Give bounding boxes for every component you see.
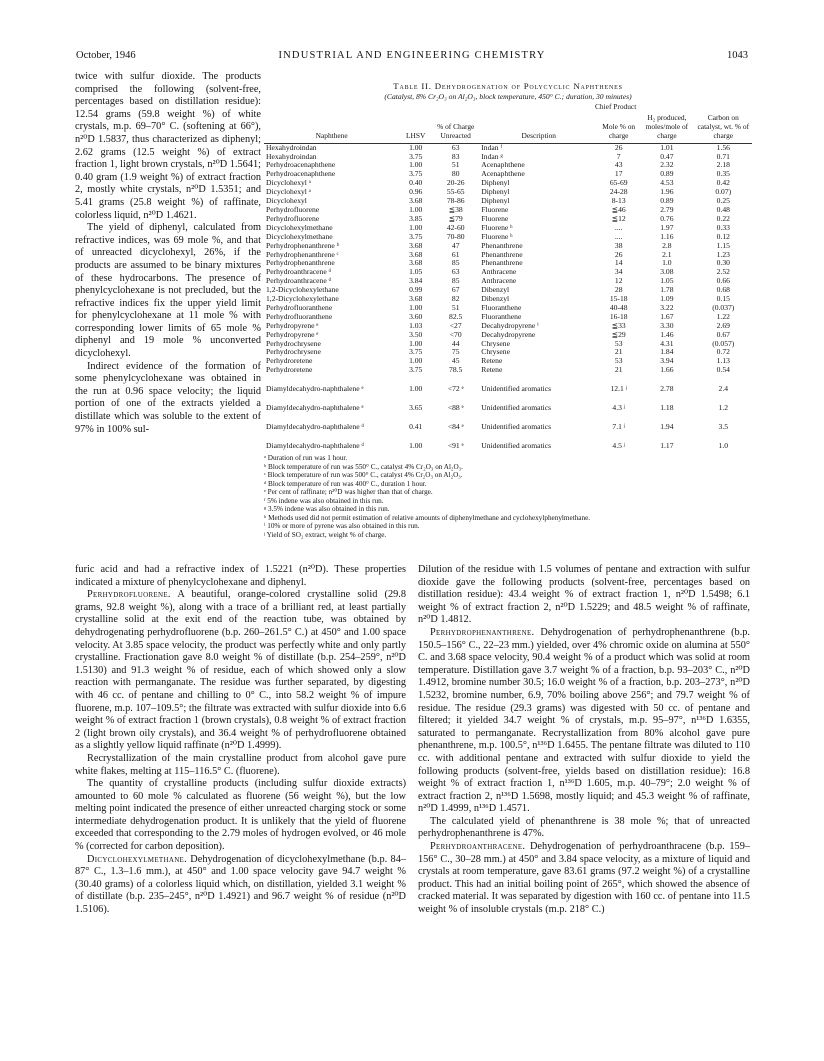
table-cell: 0.89 (660, 196, 674, 206)
table-row (264, 432, 752, 451)
table-cell: Perhydrophenanthrene (266, 258, 335, 268)
table-cell: 26 (614, 142, 623, 152)
paragraph (75, 778, 406, 854)
paragraph-text: The calculated yield of phenanthrene is 38 mole %; that of unreacted perhydrophenanthrene is 47%. (418, 815, 750, 840)
table-cell: Perhydroacenaphthene (266, 160, 336, 170)
table-cell: 3.75 (409, 347, 423, 357)
paragraph (75, 854, 406, 917)
table-cell: 53 (614, 338, 623, 348)
column-header: Description (479, 114, 598, 143)
table-cell: 3.30 (660, 320, 674, 330)
paragraph (418, 627, 750, 816)
table-cell: 0.67 (716, 329, 730, 339)
table-cell: 1.46 (660, 329, 674, 339)
table-cell: 1.84 (660, 347, 674, 357)
table-row (264, 394, 752, 413)
table-cell: 1.03 (409, 320, 423, 330)
table-cell: 3.75 (409, 151, 423, 161)
table-cell: (0.037) (712, 302, 735, 312)
table-cell: 1.00 (409, 338, 423, 348)
table-cell: 14 (614, 258, 623, 268)
table-cell: Dicyclohexyl (266, 196, 307, 206)
chief-product-header: Chief Product (595, 102, 637, 111)
table-subtitle: (Catalyst, 8% Cr₂O₃ on Al₂O₃, block temperature, 450° C.; duration, 30 minutes) (384, 92, 632, 101)
table-cell: 0.96 (409, 187, 423, 197)
footnote: ᶜ Block temperature of run was 500° C., catalyst 4% Cr₂O₃ on Al₂O₃. (264, 471, 463, 480)
table-cell: (0.057) (712, 338, 735, 348)
table-cell: 0.12 (716, 231, 730, 241)
table-cell: Phenanthrene (481, 240, 523, 250)
table-row (264, 413, 752, 432)
table-cell: Perhydroanthracene ᵈ (266, 267, 331, 277)
footnote: ᵍ 3.5% indene was also obtained in this run. (264, 505, 390, 514)
table-cell: Dicyclohexylmethane (266, 222, 333, 232)
column-header: % of Charge Unreacted (432, 114, 479, 143)
table-cell: 0.15 (716, 294, 730, 304)
table-cell: 38 (614, 240, 623, 250)
table-cell: ≦33 (611, 320, 626, 330)
table-cell: ≦46 (611, 204, 626, 214)
table-cell: 28 (614, 285, 623, 295)
table-cell: 0.25 (716, 196, 730, 206)
data-table (264, 103, 752, 451)
paragraph: Indirect evidence of the formation of some phenylcyclohexane was obtained in the run at 0.96 space velocity; the liquid portion of one of the extracts yielded a distillate which was soluble to the extent of 97% in 100% sul- (75, 360, 261, 435)
table-cell: 0.42 (716, 178, 730, 188)
table-cell: 1.13 (716, 356, 730, 366)
table-cell: Fluorene (481, 213, 509, 223)
table-cell: 17 (614, 169, 623, 179)
page-number: 1043 (727, 50, 748, 61)
table-cell: Decahydropyrene (481, 329, 536, 339)
table-cell: Retene (481, 365, 503, 375)
table-cell: 3.60 (409, 311, 423, 321)
table-cell: Acenaphthene (481, 160, 525, 170)
table-cell: Diamyldecahydro-naphthalene ᵉ (266, 403, 364, 413)
table-cell: Perhydrochrysene (266, 338, 321, 348)
table-cell: 1.16 (660, 231, 674, 241)
table-cell: Indan ᵍ (481, 151, 503, 161)
table-cell: 78.5 (449, 365, 463, 375)
section-heading: Perhydrophenanthrene. (430, 626, 535, 638)
section-heading: Perhydroanthracene. (430, 841, 526, 853)
table-cell: 3.68 (409, 240, 423, 250)
table-cell: 2.1 (662, 249, 672, 259)
table-cell: 0.41 (409, 422, 423, 432)
table-cell: 3.85 (409, 213, 423, 223)
section-heading: Perhydrofluorene. (87, 589, 171, 601)
table-cell: Perhydrophenanthrene ᵇ (266, 240, 339, 250)
footnote: ᵃ Duration of run was 1 hour. (264, 454, 348, 463)
table-cell: 3.68 (409, 249, 423, 259)
table-cell: Perhydroanthracene ᵈ (266, 276, 331, 286)
table-cell: 47 (451, 240, 460, 250)
table-cell: 21 (614, 365, 623, 375)
table-row (264, 357, 752, 366)
table-cell: <88 ᵉ (447, 403, 464, 413)
table-cell: 4.3 ʲ (612, 403, 625, 413)
paragraph-text: The quantity of crystalline products (including sulfur dioxide extracts) amounted to 60 mole % calculated as fluorene (56 weight %), but the low melting point indicated the presence of either unreacted charging stock or some intermediate dehydrogenation product. It is unlikely that the yield of fluorene exceeded that corresponding to the 2.79 moles of hydrogen evolved, or 46 mole % (corrected for carbon deposition). (75, 778, 406, 853)
table-cell: ≦38 (448, 204, 463, 214)
table-cell: 1.01 (660, 142, 674, 152)
table-cell: 63 (451, 142, 460, 152)
table-cell: Perhydroretene (266, 365, 313, 375)
paragraph (75, 753, 406, 778)
table-cell: 0.54 (716, 365, 730, 375)
table-cell: 3.75 (409, 169, 423, 179)
table-cell: 1.05 (660, 276, 674, 286)
table-cell: 85 (451, 258, 460, 268)
table-cell: 2.4 (718, 384, 729, 394)
table-cell: 53 (614, 356, 623, 366)
table-cell: 40-48 (609, 302, 628, 312)
table-cell: 2.78 (660, 384, 674, 394)
table-cell: 63 (451, 267, 460, 277)
paragraph: The yield of diphenyl, calculated from refractive indices, was 69 mole %, and that of unreacted dicyclohexyl, 26%, if the products are assumed to be binary mixtures of these hydrocarbons. The presence of phenylcyclohexane is not precluded, but the refractive indices fix the upper yield limit for phenylcyclohexane at 11 mole % with corresponding lower limits of 65 mole % diphenyl and 19 mole % unconverted dicyclohexyl. (75, 222, 261, 360)
table-body (264, 143, 752, 451)
table-cell: <72 ᵉ (447, 384, 464, 394)
table-cell: 15-18 (609, 294, 628, 304)
table-cell: 0.66 (716, 276, 730, 286)
table-cell: Perhydroretene (266, 356, 313, 366)
table-cell: 1.00 (409, 441, 423, 451)
table-row (264, 197, 752, 206)
table-cell: 1.67 (660, 311, 674, 321)
table-cell: 1.97 (660, 222, 674, 232)
table-cell: 26 (614, 249, 623, 259)
table-cell: 0.48 (716, 204, 730, 214)
table-cell: ≦79 (448, 213, 463, 223)
footnote: ⁱ 10% or more of pyrene was also obtained in this run. (264, 522, 420, 531)
table-cell: 1.00 (409, 356, 423, 366)
table-cell: 1.66 (660, 365, 674, 375)
table-cell: 44 (451, 338, 460, 348)
table-cell: 1.78 (660, 285, 674, 295)
table-cell: Unidentified aromatics (481, 384, 552, 394)
paragraph-text: Dehydrogenation of perhydrophenanthrene (b.p. 150.5–156° C., 22–23 mm.) yielded, over 4% chromic oxide on alumina at 550° C. and 3.68 space velocity, 90.4 weight % of a product which was solid at room temperature. Distillation gave 3.7 weight % of a fraction, b.p. 93–203° C., n²⁰D 1.4912, bromine number 30.5; 16.0 weight % of a fraction, b.p. 203–273°, n²⁰D 1.5232, bromine number, 6.9, 70% boiling above 256°; and 79.7 weight % of residue. The residue (29.3 grams) was digested with 50 cc. of pentane and filtered; it yielded 34.7 weight % of crystals, m.p. 95–97°, n¹³⁶D 1.6355, saturated to permanganate. Recrystallization from 80% alcohol gave pure phenanthrene, m.p. 100.5°, n¹³⁶D 1.6455. The pentane filtrate was diluted to 110 cc. with additional pentane and extracted with sulfur dioxide to yield the following products (solvent-free, yields based on distillation residue): 16.8 weight % of extract fraction 1, n¹³⁶D 1.605, m.p. 40–79°; 2.0 weight % of extract fraction 2, n¹³⁶D 1.5698, mostly liquid; and 45.3 weight % of raffinate, n²⁰D 1.4999, n¹³⁶D 1.4571. (418, 626, 750, 815)
footnote: ᵇ Block temperature of run was 550° C., catalyst 4% Cr₂O₃ on Al₂O₃. (264, 462, 463, 471)
table-cell: Phenanthrene (481, 249, 523, 259)
table-cell: 51 (451, 302, 460, 312)
table-cell: 1.56 (716, 142, 730, 152)
table-cell: <27 (449, 320, 462, 330)
table-cell: Hexahydroindan (266, 142, 317, 152)
bottom-left-column (75, 564, 406, 917)
table-cell: 12.1 ʲ (610, 384, 627, 394)
table-row (264, 143, 752, 152)
table-cell: 75 (451, 347, 460, 357)
table-cell: 0.76 (660, 213, 674, 223)
footnote: ᶠ 5% indene was also obtained in this run. (264, 496, 384, 505)
table-cell: 1.17 (660, 441, 674, 451)
table-cell: 1.05 (409, 267, 423, 277)
table-cell: 3.22 (660, 302, 674, 312)
table-ii (264, 81, 752, 556)
table-cell: Retene (481, 356, 503, 366)
bottom-right-column (418, 564, 750, 917)
table-cell: 1.94 (660, 422, 674, 432)
issue-date: October, 1946 (76, 50, 136, 61)
column-header: Naphthene (264, 114, 399, 143)
column-header: Carbon on catalyst, wt. % of charge (695, 114, 752, 143)
table-cell: 78-86 (446, 196, 465, 206)
table-cell: 1.00 (409, 302, 423, 312)
table-cell: Indan ᶠ (481, 142, 503, 152)
table-cell: 1.00 (409, 160, 423, 170)
table-cell: Dibenzyl (481, 294, 510, 304)
table-cell: 82 (451, 294, 460, 304)
paragraph-text: Dilution of the residue with 1.5 volumes of pentane and extraction with sulfur dioxide gave the following products (solvent-free, percentages based on distillation residue): 43.4 weight % of extract fraction 1, n²⁰D 1.5498; 6.1 weight % of extract fraction 2, n²⁰D 1.5229; and 48.5 weight % of raffinate, n²⁰D 1.4812. (418, 564, 750, 626)
paragraph-text: Dehydrogenation of dicyclohexylmethane (b.p. 84–87° C., 1.3–1.6 mm.), at 450° and 1.00 space velocity gave 94.7 weight % (30.40 grams) of a colorless liquid which, on distillation, yielded 3.1 weight % of distillate (b.p. 235–245°, n²⁰D 1.4921) and 96.7 weight % of residue (n²⁰D 1.5106). (75, 853, 406, 916)
table-cell: Dicyclohexyl ᵃ (266, 187, 311, 197)
table-cell: Phenanthrene (481, 258, 523, 268)
table-cell: Unidentified aromatics (481, 403, 552, 413)
table-cell: Fluorene ʰ (481, 222, 513, 232)
table-row (264, 348, 752, 357)
footnote: ᵈ Block temperature of run was 400° C., duration 1 hour. (264, 479, 427, 488)
paragraph (75, 564, 406, 589)
table-cell: 21 (614, 347, 623, 357)
table-cell: Dicyclohexyl ᵃ (266, 178, 311, 188)
table-cell: 0.47 (660, 151, 674, 161)
table-cell: 4.5 ʲ (612, 441, 625, 451)
table-cell: Diphenyl (481, 196, 510, 206)
table-cell: 3.5 (718, 422, 729, 432)
table-cell: Fluorene ʰ (481, 231, 513, 241)
table-cell: Perhydrochrysene (266, 347, 321, 357)
table-cell: 51 (451, 160, 460, 170)
table-cell: Perhydrofluoranthene (266, 302, 333, 312)
table-cell: Fluoranthene (481, 311, 522, 321)
table-cell: Perhydrofluoranthene (266, 311, 333, 321)
table-cell: 1.15 (716, 240, 730, 250)
table-cell: .... (614, 231, 623, 241)
table-cell: 0.33 (716, 222, 730, 232)
table-cell: Diamyldecahydro-naphthalene ᵉ (266, 384, 364, 394)
table-cell: 1.00 (409, 142, 423, 152)
table-cell: 7.1 ʲ (612, 422, 625, 432)
table-cell: Hexahydroindan (266, 151, 317, 161)
table-cell: Perhydroacenaphthene (266, 169, 336, 179)
table-cell: 0.71 (716, 151, 730, 161)
footnote: ʰ Methods used did not permit estimation of relative amounts of diphenylmethane and cyclohexylphenylmethane. (264, 513, 591, 522)
paragraph (418, 841, 750, 917)
table-cell: 42-60 (446, 222, 465, 232)
table-row (264, 366, 752, 375)
paragraph-text: A beautiful, orange-colored crystalline solid (29.8 grams, 92.8 weight %), along with a trace of a brilliant red, at least partially crystalline solid at the exit end of the reaction tube, was obtained by dehydrogenating perhydrofluorene (b.p. 260–261.5° C.) at 450° and 1.00 space velocity. At 3.85 space velocity, the product was perfectly white and only partly crystalline. Fractionation gave 8.0 weight % of distillate (b.p. 254–259°, n²⁰D 1.5130) and 91.3 weight % of residue, each of which showed only a slow reaction with permanganate. The residue was further separated, by digesting with 46 cc. of pentane and chilling to 0° C., into 58.2 weight % of impure fluorene, m.p. 107–109.5°; the filtrate was extracted with sulfur dioxide into 6.6 weight % of extract fraction 1 (brown crystals), 0.8 weight % of extract fraction 2 (light brown oily crystals), and 36.4 weight % of perhydrofluorene obtained as a slightly yellow liquid raffinate (n²⁰D 1.4999). (75, 589, 406, 752)
table-cell: 2.69 (716, 320, 730, 330)
table-cell: 1.00 (409, 222, 423, 232)
footnote: ᵉ Per cent of raffinate; n²⁰D was higher than that of charge. (264, 488, 433, 497)
table-cell: Perhydrophenanthrene ᶜ (266, 249, 339, 259)
table-cell: 0.68 (716, 285, 730, 295)
table-cell: 3.84 (409, 276, 423, 286)
table-cell: 61 (451, 249, 460, 259)
table-cell: 70-80 (446, 231, 465, 241)
paragraph (418, 564, 750, 627)
table-cell: Perhydrofluorene (266, 213, 320, 223)
table-cell: 1.2 (718, 403, 729, 413)
footnote: ʲ Yield of SO₂ extract, weight % of charge. (264, 530, 387, 539)
table-cell: 1,2-Dicyclohexylethane (266, 285, 339, 295)
table-cell: Anthracene (481, 267, 517, 277)
table-cell: ≦29 (611, 329, 626, 339)
table-cell: <91 ᵉ (447, 441, 464, 451)
table-cell: 1.22 (716, 311, 730, 321)
table-cell: 2.79 (660, 204, 674, 214)
table-cell: Dibenzyl (481, 285, 510, 295)
table-cell: 0.22 (716, 213, 730, 223)
table-cell: 43 (614, 160, 623, 170)
paragraph-text: Dehydrogenation of perhydroanthracene (b.p. 159–156° C., 30–28 mm.) at 450° and 3.84 space velocity, as a mixture of liquid and crystals at room temperature, gave 83.61 grams (97.2 weight %) of a crystalline product. This had an initial boiling point of 265°, which showed the absence of cracked material. It was separated by digestion with 160 cc. of pentane into 11.5 weight % of insoluble crystals (m.p. 218° C.) (418, 841, 750, 916)
table-cell: .... (614, 222, 623, 232)
table-cell: 1.00 (409, 204, 423, 214)
table-cell: Perhydropyrene ᵉ (266, 320, 319, 330)
paragraph-text: Recrystallization of the main crystalline product from alcohol gave pure white flakes, melting at 115–116.5° C. (fluorene). (75, 752, 406, 777)
table-cell: 45 (451, 356, 460, 366)
table-cell: 12 (614, 276, 623, 286)
paragraph-text: furic acid and had a refractive index of 1.5221 (n²⁰D). These properties indicated a mixture of phenylcyclohexane and diphenyl. (75, 564, 406, 588)
table-cell: 4.31 (660, 338, 674, 348)
table-cell: 34 (614, 267, 623, 277)
table-cell: Diphenyl (481, 178, 510, 188)
table-cell: Dicyclohexylmethane (266, 231, 333, 241)
table-cell: 2.32 (660, 160, 674, 170)
table-cell: 83 (451, 151, 460, 161)
table-cell: 7 (616, 151, 621, 161)
table-cell: 1.96 (660, 187, 674, 197)
table-cell: 80 (451, 169, 460, 179)
table-cell: 3.68 (409, 294, 423, 304)
table-cell: 0.30 (716, 258, 730, 268)
journal-title: INDUSTRIAL AND ENGINEERING CHEMISTRY (278, 50, 546, 61)
table-cell: Decahydropyrene ⁱ (481, 320, 539, 330)
table-cell: 3.68 (409, 258, 423, 268)
paragraph (418, 816, 750, 841)
table-cell: 1,2-Dicyclohexylethane (266, 294, 339, 304)
table-cell: Unidentified aromatics (481, 441, 552, 451)
table-cell: 82.5 (449, 311, 463, 321)
table-cell: 3.75 (409, 365, 423, 375)
table-cell: Anthracene (481, 276, 517, 286)
table-cell: <70 (449, 329, 462, 339)
table-cell: 0.35 (716, 169, 730, 179)
table-cell: 85 (451, 276, 460, 286)
table-cell: 16-18 (609, 311, 628, 321)
table-cell: Acenaphthene (481, 169, 525, 179)
table-cell: 8-13 (611, 196, 626, 206)
table-cell: 65-69 (609, 178, 628, 188)
table-cell: 24-28 (609, 187, 628, 197)
column-header: Mole % on charge (598, 114, 639, 143)
table-cell: 67 (451, 285, 460, 295)
table-cell: 1.00 (409, 384, 423, 394)
table-row (264, 375, 752, 394)
table-cell: 1.0 (662, 258, 672, 268)
left-column-text (75, 71, 261, 436)
table-cell: 1.18 (660, 403, 674, 413)
table-cell: 3.08 (660, 267, 674, 277)
table-cell: 0.89 (660, 169, 674, 179)
column-header: LHSV (399, 114, 432, 143)
column-header: H₂ produced, moles/mole of charge (639, 114, 694, 143)
table-cell: <84 ᵉ (447, 422, 464, 432)
table-cell: 3.75 (409, 231, 423, 241)
column-headers (264, 114, 752, 143)
table-cell: 0.72 (716, 347, 730, 357)
table-cell: 0.07) (715, 187, 732, 197)
paragraph (75, 589, 406, 753)
table-cell: Chrysene (481, 347, 510, 357)
table-cell: 2.18 (716, 160, 730, 170)
table-cell: 3.65 (409, 403, 423, 413)
paragraph: twice with sulfur dioxide. The products comprised the following (solvent-free, percentages based on distillation residue): 12.54 grams (59.8 weight %) of white crystals, m.p. 69–70° C. (softening at 66°), n²⁰D 1.5837, thus characterized as diphenyl; 2.62 grams (12.5 weight %) of extract fraction 1, light brown crystals, n²⁰D 1.5641; 0.40 gram (1.9 weight %) of extract fraction 2, mostly white crystals, n²⁰D 1.5351; and 5.41 grams (25.8 weight %) of raffinate, colorless liquid, n²⁰D 1.4621. (75, 71, 261, 221)
table-cell: 20-26 (446, 178, 465, 188)
table-cell: 1.09 (660, 294, 674, 304)
table-cell: Unidentified aromatics (481, 422, 552, 432)
table-row (264, 206, 752, 215)
table-cell: Diamyldecahydro-naphthalene ᵈ (266, 422, 364, 432)
table-cell: 2.8 (662, 240, 672, 250)
table-cell: Diphenyl (481, 187, 510, 197)
table-cell: 1.23 (716, 249, 730, 259)
table-cell: Chrysene (481, 338, 510, 348)
table-cell: Perhydropyrene ᵉ (266, 329, 319, 339)
table-cell: 1.0 (718, 441, 729, 451)
running-header (76, 50, 748, 64)
section-heading: Dicyclohexylmethane. (87, 853, 187, 865)
table-cell: 55-65 (446, 187, 465, 197)
table-cell: 3.50 (409, 329, 423, 339)
table-cell: 0.40 (409, 178, 423, 188)
table-cell: Fluoranthene (481, 302, 522, 312)
table-title: Table II. Dehydrogenation of Polycyclic Naphthenes (393, 81, 623, 91)
table-cell: Fluorene (481, 204, 509, 214)
table-cell: Diamyldecahydro-naphthalene ᵈ (266, 441, 364, 451)
table-footnotes (264, 454, 752, 539)
table-cell: 3.68 (409, 196, 423, 206)
table-cell: 4.53 (660, 178, 674, 188)
table-cell: 0.99 (409, 285, 423, 295)
table-cell: 2.52 (716, 267, 730, 277)
table-cell: ≦12 (611, 213, 626, 223)
table-cell: Perhydrofluorene (266, 204, 320, 214)
table-cell: 3.94 (660, 356, 674, 366)
